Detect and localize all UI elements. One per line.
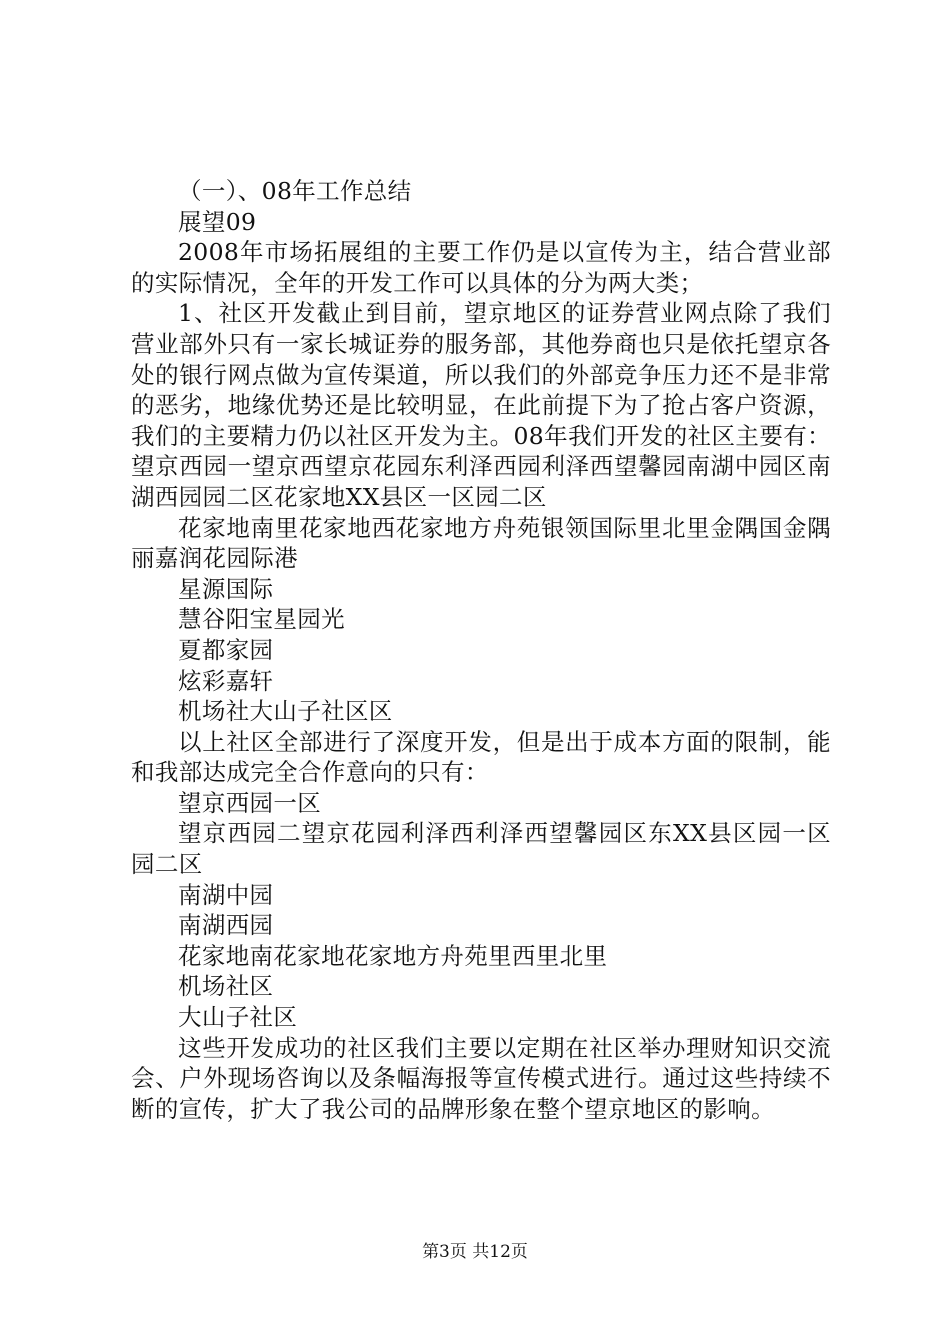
- community-list-item: 炫彩嘉轩: [178, 666, 274, 695]
- paragraph-conclusion: 这些开发成功的社区我们主要以定期在社区举办理财知识交流会、户外现场咨询以及条幅海报等宣传模式进行。通过这些持续不断的宣传，扩大了我公司的品牌形象在整个望京地区的影响。: [131, 1033, 831, 1123]
- partner-list-item: 望京西园二望京花园利泽西利泽西望馨园区东XX县区园一区园二区: [131, 819, 831, 879]
- partner-list-item: 望京西园一区: [178, 788, 322, 817]
- partner-list-item: 花家地南花家地花家地方舟苑里西里北里: [178, 941, 608, 970]
- paragraph-community-development: 1、社区开发截止到目前，望京地区的证券营业网点除了我们营业部外只有一家长城证券的服务部，其他券商也只是依托望京各处的银行网点做为宣传渠道，所以我们的外部竞争压力还不是非常的恶劣，地缘优势还是比较明显，在此前提下为了抢占客户资源，我们的主要精力仍以社区开发为主。08年我们开发的社区主要有：望京西园一望京西望京花园东利泽西园利泽西望馨园南湖中园区南湖西园园二区花家地XX县区一区园二区: [131, 299, 831, 511]
- document-body: [131, 176, 831, 1124]
- paragraph-cooperation: 以上社区全部进行了深度开发，但是出于成本方面的限制，能和我部达成完全合作意向的只有：: [131, 727, 831, 787]
- partner-list-item: 南湖西园: [178, 911, 274, 940]
- subheading: 展望09: [178, 207, 257, 236]
- partner-list-item: 南湖中园: [178, 880, 274, 909]
- paragraph-intro: 2008年市场拓展组的主要工作仍是以宣传为主，结合营业部的实际情况，全年的开发工作可以具体的分为两大类；: [131, 238, 831, 297]
- community-list-item: 慧谷阳宝星园光: [178, 605, 345, 634]
- partner-list-item: 机场社区: [178, 972, 274, 1001]
- partner-list-item: 大山子社区: [178, 1003, 298, 1032]
- community-list-item: 夏都家园: [178, 635, 274, 664]
- community-list-item: 星源国际: [178, 574, 274, 603]
- community-list-item: 机场社大山子社区区: [178, 697, 393, 726]
- community-list-item: 花家地南里花家地西花家地方舟苑银领国际里北里金隅国金隅丽嘉润花园际港: [131, 513, 831, 573]
- page-footer: 第3页 共12页: [422, 1242, 528, 1262]
- section-heading: （一）、08年工作总结: [178, 177, 412, 205]
